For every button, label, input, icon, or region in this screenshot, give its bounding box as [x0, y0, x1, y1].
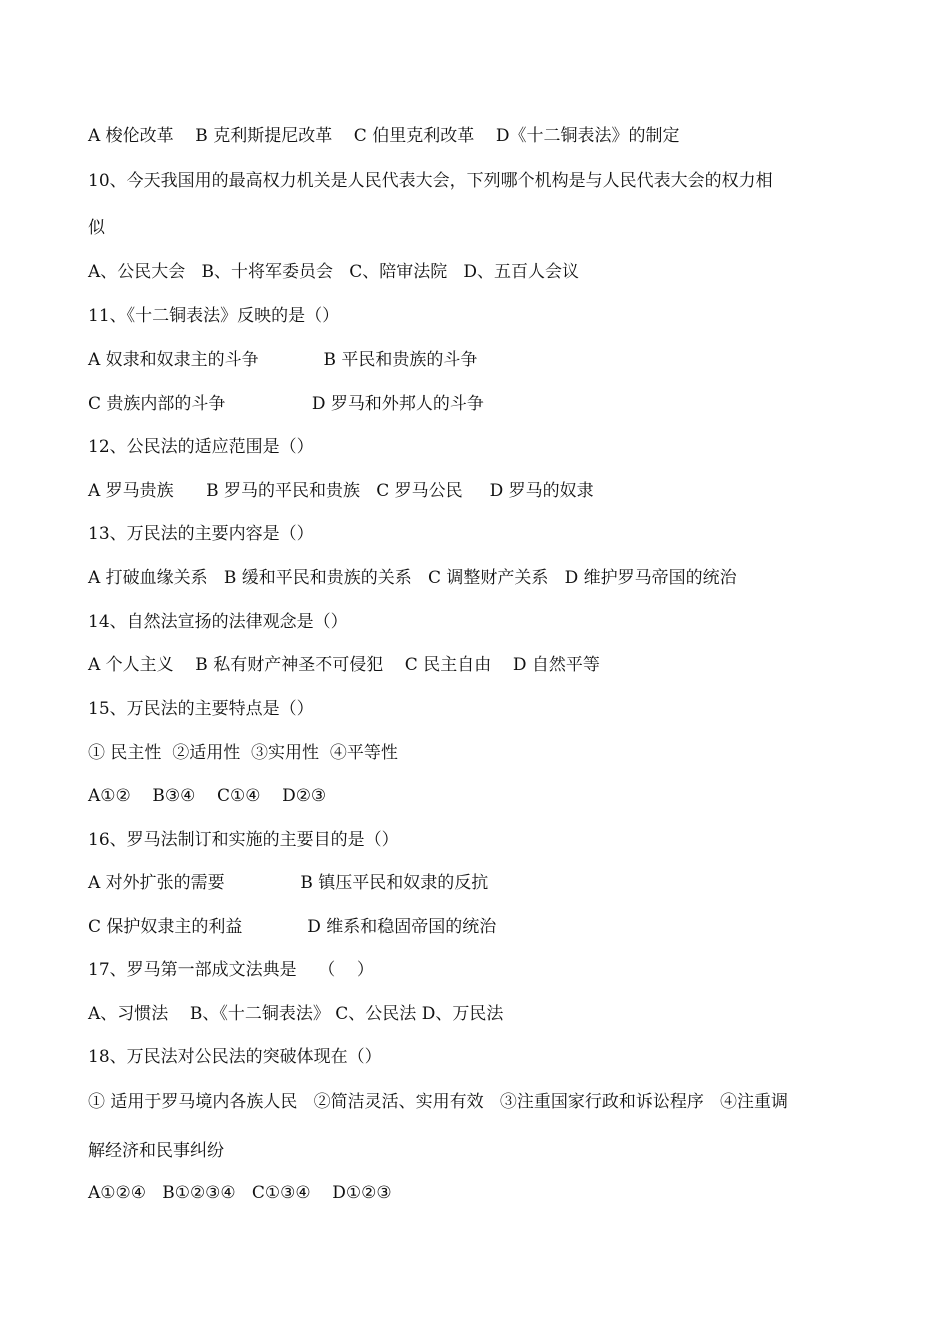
question-13-stem: 13、万民法的主要内容是（） [88, 524, 314, 544]
question-18-items: ① 适用于罗马境内各族人民 ②简洁灵活、实用有效 ③注重国家行政和诉讼程序 ④注重调 [88, 1092, 789, 1112]
question-16-options-cd: C 保护奴隶主的利益 D 维系和稳固帝国的统治 [88, 917, 497, 937]
question-15-items: ① 民主性 ②适用性 ③实用性 ④平等性 [88, 743, 398, 763]
question-10-options: A、公民大会 B、十将军委员会 C、陪审法院 D、五百人会议 [88, 262, 580, 282]
question-11-options-ab: A 奴隶和奴隶主的斗争 B 平民和贵族的斗争 [88, 350, 478, 370]
question-16-options-ab: A 对外扩张的需要 B 镇压平民和奴隶的反抗 [88, 873, 489, 893]
question-18-stem: 18、万民法对公民法的突破体现在（） [88, 1047, 382, 1067]
question-11-stem: 11、《十二铜表法》反映的是（） [88, 306, 340, 326]
question-9-options: A 梭伦改革 B 克利斯提尼改革 C 伯里克利改革 D《十二铜表法》的制定 [88, 126, 680, 146]
question-13-options: A 打破血缘关系 B 缓和平民和贵族的关系 C 调整财产关系 D 维护罗马帝国的统治 [88, 568, 737, 588]
question-14-stem: 14、自然法宣扬的法律观念是（） [88, 612, 348, 632]
question-14-options: A 个人主义 B 私有财产神圣不可侵犯 C 民主自由 D 自然平等 [88, 655, 600, 675]
question-18-options: A①②④ B①②③④ C①③④ D①②③ [88, 1183, 392, 1203]
question-15-options: A①② B③④ C①④ D②③ [88, 786, 327, 806]
question-18-items-continuation: 解经济和民事纠纷 [88, 1141, 224, 1161]
question-10-stem: 10、今天我国用的最高权力机关是人民代表大会，下列哪个机构是与人民代表大会的权力相 [88, 171, 773, 191]
question-17-stem: 17、罗马第一部成文法典是 （ ） [88, 960, 374, 980]
question-11-options-cd: C 贵族内部的斗争 D 罗马和外邦人的斗争 [88, 394, 484, 414]
question-12-stem: 12、公民法的适应范围是（） [88, 437, 314, 457]
question-16-stem: 16、罗马法制订和实施的主要目的是（） [88, 830, 399, 850]
question-10-stem-continuation: 似 [88, 218, 105, 238]
question-12-options: A 罗马贵族 B 罗马的平民和贵族 C 罗马公民 D 罗马的奴隶 [88, 481, 594, 501]
question-15-stem: 15、万民法的主要特点是（） [88, 699, 314, 719]
question-17-options: A、习惯法 B、《十二铜表法》 C、公民法 D、万民法 [88, 1004, 504, 1024]
